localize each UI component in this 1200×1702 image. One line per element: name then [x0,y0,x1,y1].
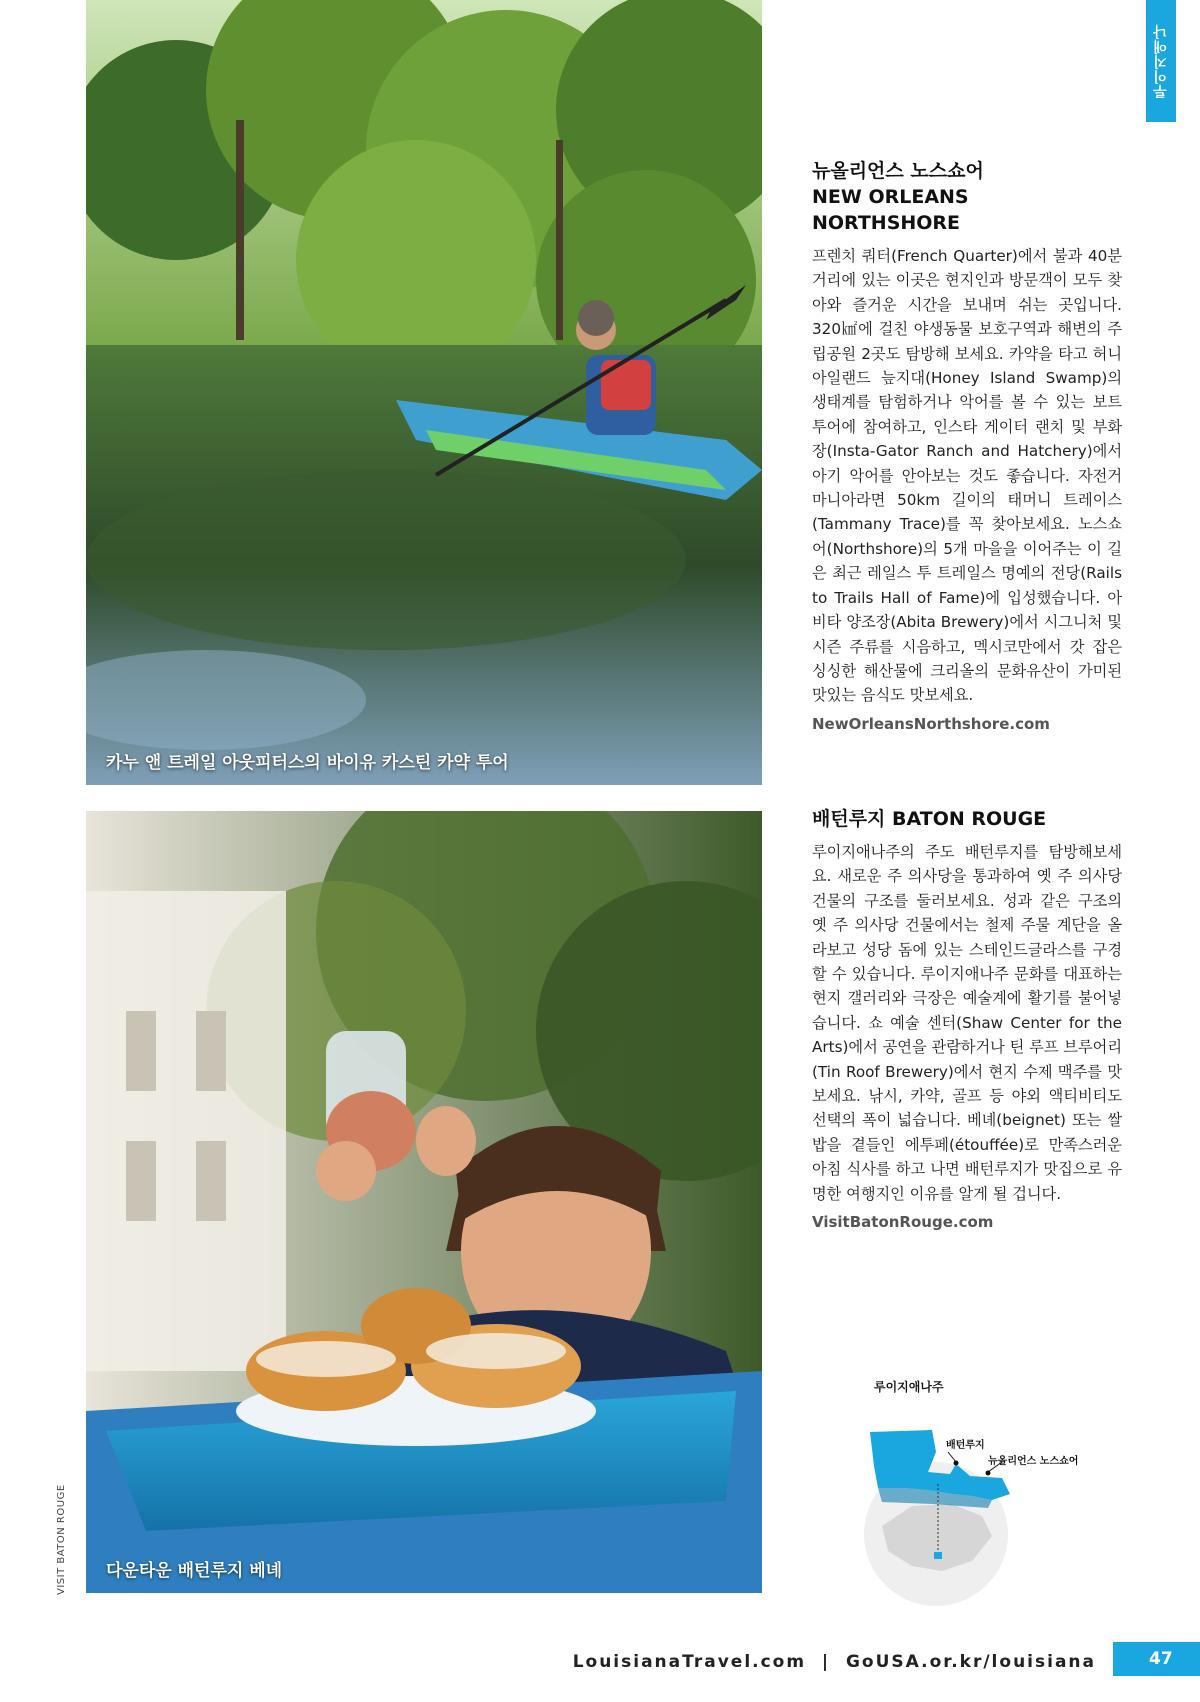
map-label-northshore: 뉴올리언스 노스쇼어 [988,1456,1079,1467]
louisiana-locator-map [852,1366,1112,1606]
footer [0,1642,1200,1682]
photo1-caption: 카누 앤 트레일 아웃피터스의 바이유 카스틴 카약 투어 [106,753,509,773]
page-number: 47 [1113,1642,1200,1676]
northshore-link[interactable]: NewOrleansNorthshore.com [812,714,1050,733]
article-northshore [812,158,1122,733]
article-northshore-title-en: NEW ORLEANS NORTHSHORE [812,186,969,234]
kayak-swamp-photo [86,0,762,785]
beignet-image [86,811,762,1593]
section-tab-label: 루이지애나 [1153,23,1169,99]
map-graphic [852,1366,1112,1606]
article-baton-rouge [812,806,1122,1231]
photo-credit: VISIT BATON ROUGE [56,1484,67,1595]
footer-links[interactable]: LouisianaTravel.com | GoUSA.or.kr/louisiana [572,1652,1096,1672]
kayak-swamp-image [86,0,762,785]
section-tab [1146,0,1176,122]
beignet-photo [86,811,762,1593]
article-baton-rouge-title: 배턴루지 BATON ROUGE [812,808,1047,830]
map-label-baton-rouge: 배턴루지 [946,1440,985,1451]
baton-rouge-link[interactable]: VisitBatonRouge.com [812,1213,994,1232]
photo2-caption: 다운타운 배턴루지 베녜 [106,1561,283,1581]
article-northshore-body: 프렌치 쿼터(French Quarter)에서 불과 40분 거리에 있는 이곳은 현지인과 방문객이 모두 찾아와 즐거운 시간을 보내며 쉬는 곳입니다. 320㎢에 걸친 야생동물 보호구역과 해변의 주립공원 2곳도 탐방해 보세요. 카약을 타고 허니 아일랜드 늪지대(Honey Island Swamp)의 생태계를 탐험하거나 악어를 볼 수 있는 보트 투어에 참여하고, 인스타 게이터 랜치 및 부화장(Insta-Gator Ranch and Hatchery)에서 아기 악어를 안아보는 것도 좋습니다. 자전거 마니아라면 50km 길이의 태머니 트레이스(Tammany Trace)를 꼭 찾아보세요. 노스쇼어(Northshore)의 5개 마을을 이어주는 이 길은 최근 레일스 투 트레일스 명예의 전당(Rails to Trails Hall of Fame)에 입성했습니다. 아비타 양조장(Abita Brewery)에서 시그니처 및 시즌 주류를 시음하고, 멕시코만에서 갓 잡은 싱싱한 해산물에 크리올의 문화유산이 가미된 맛있는 음식도 맛보세요. [812,247,1122,705]
article-baton-rouge-body: 루이지애나주의 주도 배턴루지를 탐방해보세요. 새로운 주 의사당을 통과하여 옛 주 의사당 건물의 구조를 둘러보세요. 성과 같은 구조의 옛 주 의사당 건물에서는 철제 주물 계단을 올라보고 성당 돔에 있는 스테인드글라스를 구경할 수 있습니다. 루이지애나주 문화를 대표하는 현지 갤러리와 극장은 예술계에 활기를 불어넣습니다. 쇼 예술 센터(Shaw Center for the Arts)에서 공연을 관람하거나 틴 루프 브루어리(Tin Roof Brewery)에서 현지 수제 맥주를 맛보세요. 낚시, 카약, 골프 등 야외 액티비티도 선택의 폭이 넓습니다. 베녜(beignet) 또는 쌀밥을 곁들인 에투페(étouffée)로 만족스러운 아침 식사를 하고 나면 배턴루지가 맛집으로 유명한 여행지인 이유를 알게 될 겁니다. [812,843,1122,1203]
map-title: 루이지애나주 [874,1380,944,1394]
article-northshore-title-ko: 뉴올리언스 노스쇼어 [812,160,984,182]
